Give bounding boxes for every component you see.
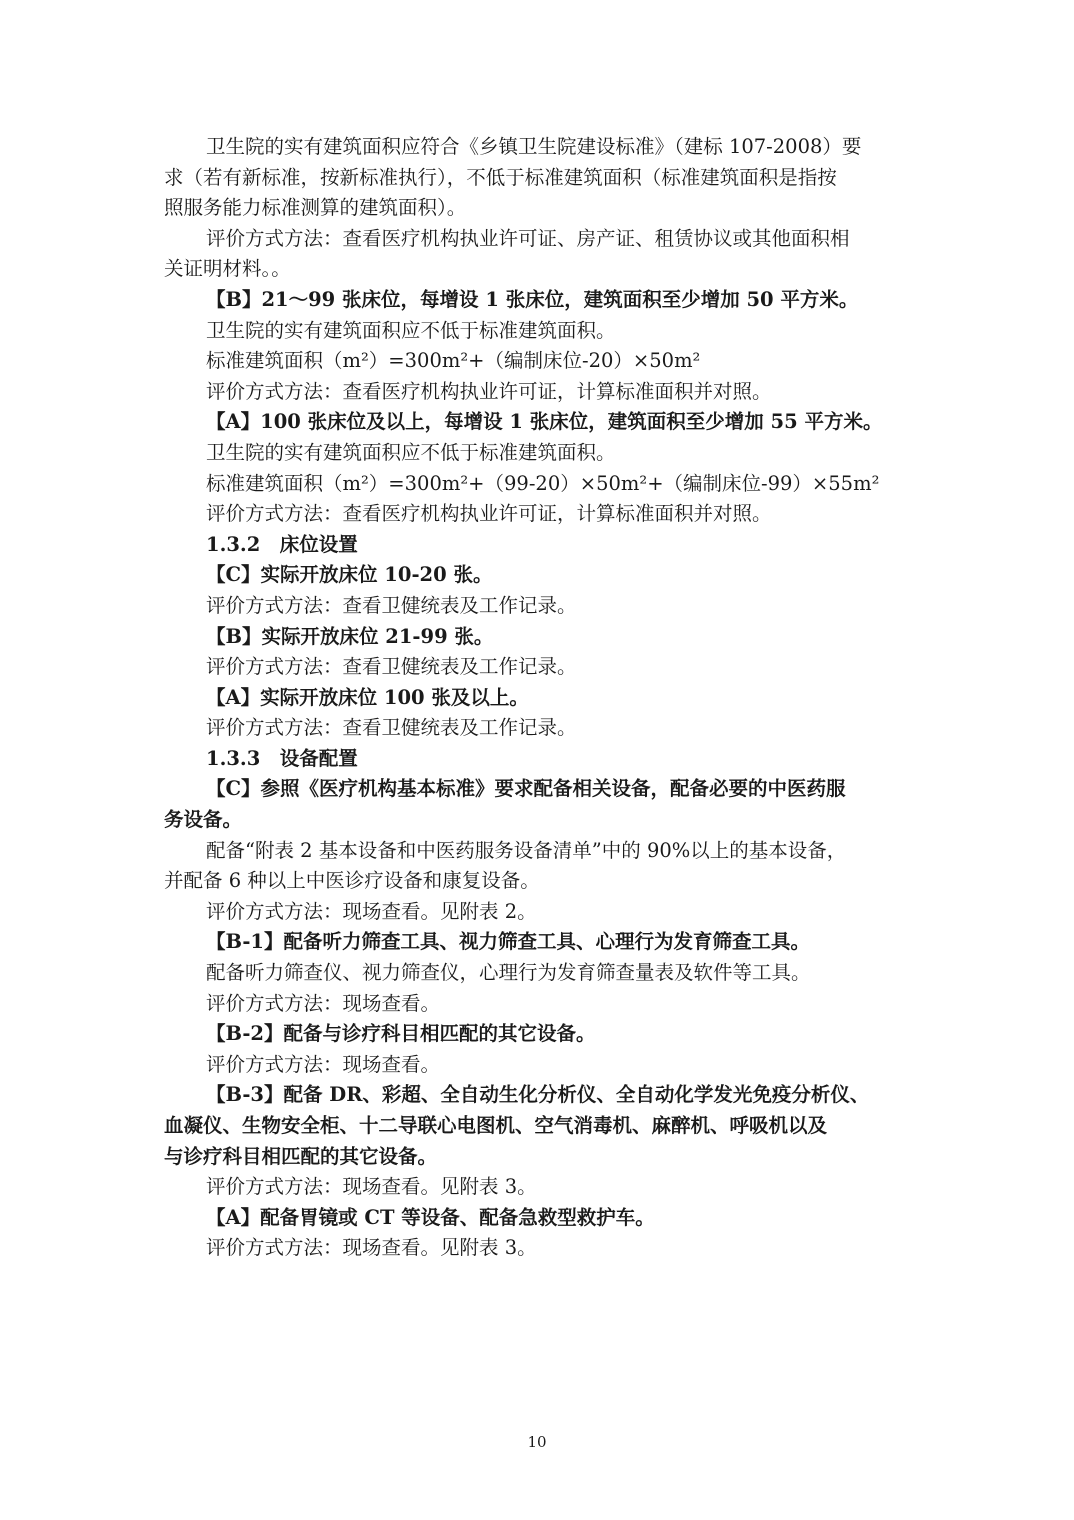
paragraph-line: 评价方式方法：查看医疗机构执业许可证，计算标准面积并对照。 xyxy=(206,379,772,403)
paragraph-line: 标准建筑面积（m²）=300m²+（99-20）×50m²+（编制床位-99）×55m² xyxy=(206,471,880,495)
paragraph-line: 评价方式方法：现场查看。见附表 3。 xyxy=(206,1236,537,1260)
heading-line: 1.3.2 床位设置 xyxy=(206,532,358,556)
paragraph-line: 求（若有新标准，按新标准执行），不低于标准建筑面积（标准建筑面积是指按 xyxy=(164,165,837,189)
heading-line: 【A】100 张床位及以上，每增设 1 张床位，建筑面积至少增加 55 平方米。 xyxy=(206,410,883,434)
paragraph-line: 评价方式方法：现场查看。 xyxy=(206,1052,441,1076)
paragraph-line: 评价方式方法：查看卫健统表及工作记录。 xyxy=(206,593,577,617)
heading-line: 【B-1】配备听力筛查工具、视力筛查工具、心理行为发育筛查工具。 xyxy=(206,930,811,954)
heading-line: 【B-3】配备 DR、彩超、全自动生化分析仪、全自动化学发光免疫分析仪、 xyxy=(206,1083,870,1107)
heading-line: 【C】参照《医疗机构基本标准》要求配备相关设备，配备必要的中医药服 xyxy=(206,777,846,801)
heading-line: 务设备。 xyxy=(164,808,243,832)
heading-line: 【B】实际开放床位 21-99 张。 xyxy=(206,624,494,648)
paragraph-line: 评价方式方法：查看医疗机构执业许可证，计算标准面积并对照。 xyxy=(206,502,772,526)
paragraph-line: 卫生院的实有建筑面积应不低于标准建筑面积。 xyxy=(206,318,616,342)
paragraph-line: 标准建筑面积（m²）=300m²+（编制床位-20）×50m² xyxy=(206,349,701,373)
heading-line: 【A】实际开放床位 100 张及以上。 xyxy=(206,685,529,709)
paragraph-line: 评价方式方法：现场查看。见附表 2。 xyxy=(206,899,537,923)
heading-line: 与诊疗科目相匹配的其它设备。 xyxy=(164,1144,438,1168)
heading-line: 血凝仪、生物安全柜、十二导联心电图机、空气消毒机、麻醉机、呼吸机以及 xyxy=(164,1114,828,1137)
paragraph-line: 照服务能力标准测算的建筑面积）。 xyxy=(164,196,467,220)
heading-line: 【B-2】配备与诊疗科目相匹配的其它设备。 xyxy=(206,1022,596,1046)
paragraph-line: 评价方式方法：现场查看。 xyxy=(206,991,441,1015)
paragraph-line: 评价方式方法：查看医疗机构执业许可证、房产证、租赁协议或其他面积相 xyxy=(206,226,850,250)
paragraph-line: 评价方式方法：查看卫健统表及工作记录。 xyxy=(206,716,577,740)
heading-line: 【A】配备胃镜或 CT 等设备、配备急救型救护车。 xyxy=(206,1205,655,1229)
paragraph-line: 评价方式方法：查看卫健统表及工作记录。 xyxy=(206,655,577,679)
paragraph-line: 关证明材料。。 xyxy=(164,257,291,281)
heading-line: 【B】21～99 张床位，每增设 1 张床位，建筑面积至少增加 50 平方米。 xyxy=(206,287,859,311)
document-body xyxy=(164,132,914,1264)
paragraph-line: 配备听力筛查仪、视力筛查仪，心理行为发育筛查量表及软件等工具。 xyxy=(206,961,811,985)
paragraph-line: 配备“附表 2 基本设备和中医药服务设备清单”中的 90%以上的基本设备， xyxy=(206,838,847,862)
heading-line: 1.3.3 设备配置 xyxy=(206,746,358,770)
page-number: 10 xyxy=(527,1433,547,1451)
paragraph-line: 并配备 6 种以上中医诊疗设备和康复设备。 xyxy=(164,869,540,893)
paragraph-line: 卫生院的实有建筑面积应不低于标准建筑面积。 xyxy=(206,440,616,464)
paragraph-line: 卫生院的实有建筑面积应符合《乡镇卫生院建设标准》（建标 107-2008）要 xyxy=(206,135,862,158)
heading-line: 【C】实际开放床位 10-20 张。 xyxy=(206,563,493,587)
paragraph-line: 评价方式方法：现场查看。见附表 3。 xyxy=(206,1175,537,1199)
